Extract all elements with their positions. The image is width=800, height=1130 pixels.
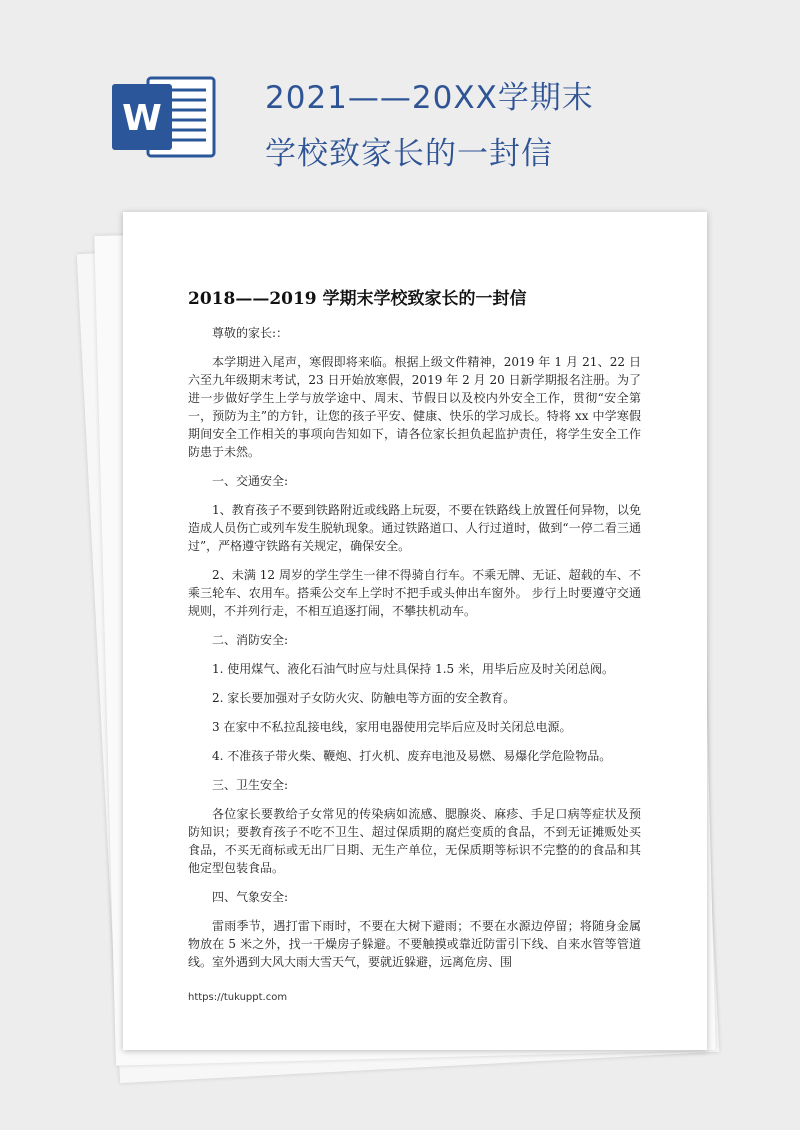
paragraph: 1. 使用煤气、液化石油气时应与灶具保持 1.5 米，用毕后应及时关闭总阀。 bbox=[212, 662, 614, 676]
word-logo-icon bbox=[112, 72, 218, 162]
logo-letter: W bbox=[122, 98, 162, 139]
document-body bbox=[188, 324, 641, 982]
page-title bbox=[265, 70, 594, 182]
section-heading: 二、消防安全: bbox=[212, 633, 289, 647]
page-title-line2: 学校致家长的一封信 bbox=[265, 136, 553, 172]
paragraph: 1、教育孩子不要到铁路附近或线路上玩耍，不要在铁路线上放置任何异物，以免造成人员伤亡或列车发生脱轨现象。通过铁路道口、人行过道时，做到“一停二看三通过”，严格遵守铁路有关规定，确保安全。 bbox=[188, 503, 641, 553]
section-heading: 三、卫生安全: bbox=[212, 778, 289, 792]
paragraph: 2. 家长要加强对子女防火灾、防触电等方面的安全教育。 bbox=[212, 691, 516, 705]
paragraph: 雷雨季节，遇打雷下雨时，不要在大树下避雨；不要在水源边停留；将随身金属物放在 5 米之外，找一干燥房子躲避。不要触摸或靠近防雷引下线、自来水管等管道线。室外遇到大风大雨大雪天气，要就近躲避，远离危房、围 bbox=[188, 919, 641, 969]
paragraph: 本学期进入尾声，寒假即将来临。根据上级文件精神，2019 年 1 月 21、22 日六至九年级期末考试，23 日开始放寒假，2019 年 2 月 20 日新学期报名注册。为了进一步做好学生上学与放学途中、周末、节假日以及校内外安全工作，贯彻“安全第一，预防为主”的方针，让您的孩子平安、健康、快乐的学习成长。特将 xx 中学寒假期间安全工作相关的事项向告知如下，请各位家长担负起监护责任，将学生安全工作防患于未然。 bbox=[188, 355, 641, 459]
paragraph: 3 在家中不私拉乱接电线，家用电器使用完毕后应及时关闭总电源。 bbox=[212, 720, 572, 734]
section-heading: 一、交通安全: bbox=[212, 474, 289, 488]
paragraph: 2、未满 12 周岁的学生学生一律不得骑自行车。不乘无牌、无证、超载的车、不乘三轮车、农用车。搭乘公交车上学时不把手或头伸出车窗外。 步行上时要遵守交通规则，不并列行走，不相互追逐打闹，不攀扶机动车。 bbox=[188, 568, 641, 618]
paragraph: 4. 不准孩子带火柴、鞭炮、打火机、废弃电池及易燃、易爆化学危险物品。 bbox=[212, 749, 612, 763]
paragraph: 各位家长要教给子女常见的传染病如流感、腮腺炎、麻疹、手足口病等症状及预防知识；要教育孩子不吃不卫生、超过保质期的腐烂变质的食品，不到无证摊贩处买食品，不买无商标或无出厂日期、无生产单位，无保质期等标识不完整的的食品和其他定型包装食品。 bbox=[188, 807, 641, 875]
page-title-line1: 2021——20XX学期末 bbox=[265, 80, 594, 116]
footer-url[interactable]: https://tukuppt.com bbox=[188, 992, 288, 1003]
section-heading: 四、气象安全: bbox=[212, 890, 289, 904]
document-page bbox=[123, 212, 707, 1050]
greeting: 尊敬的家长:： bbox=[212, 326, 289, 340]
document-title: 2018——2019 学期末学校致家长的一封信 bbox=[188, 289, 527, 309]
